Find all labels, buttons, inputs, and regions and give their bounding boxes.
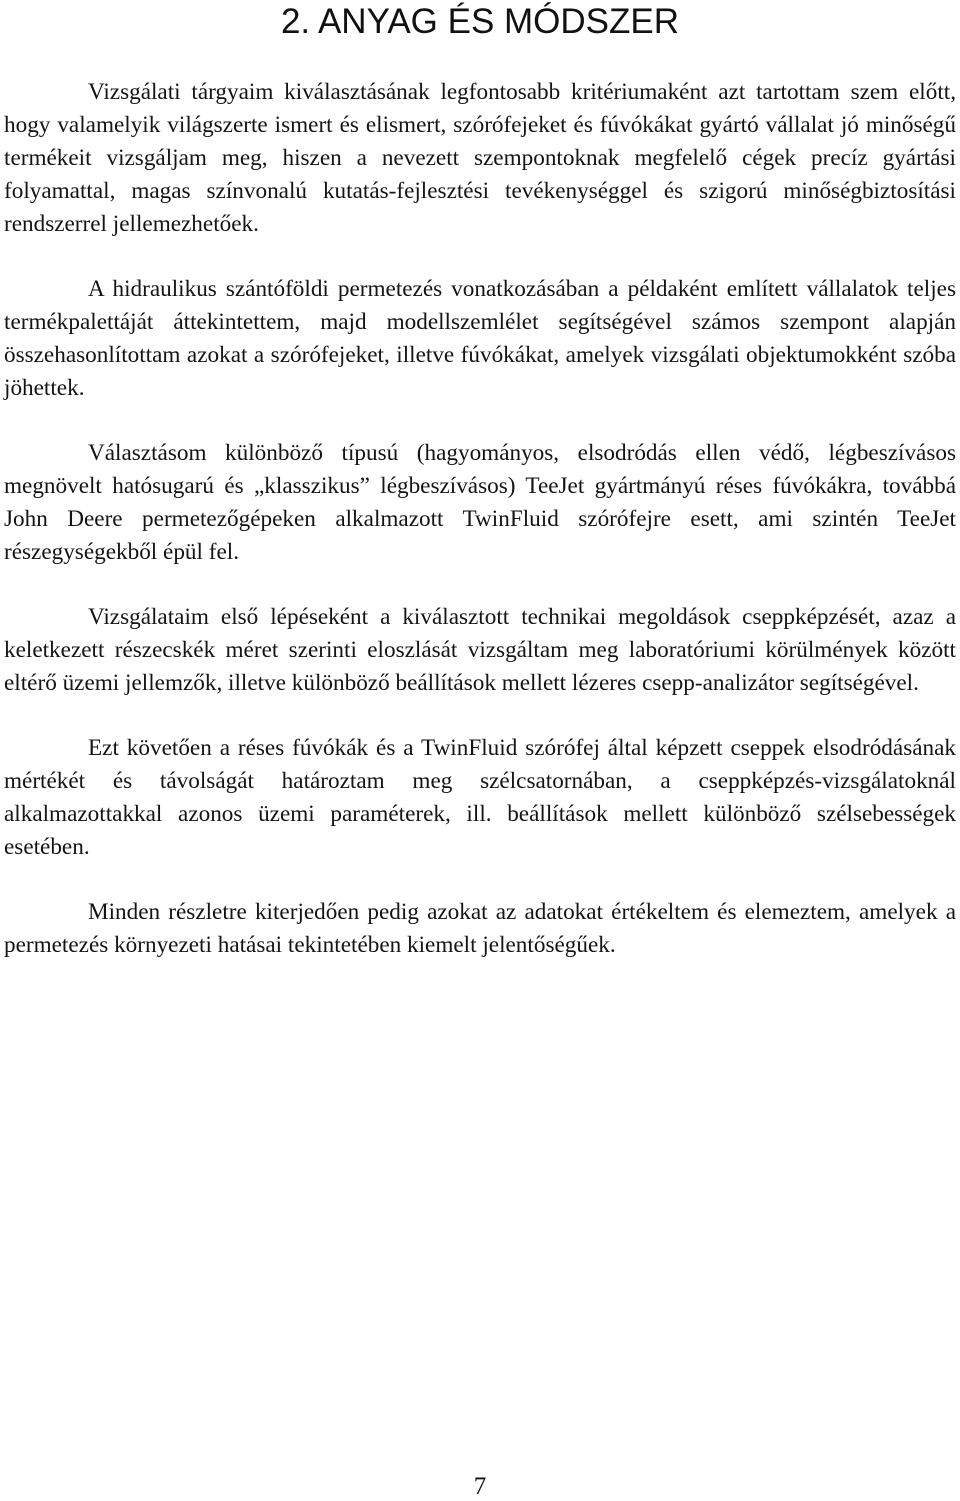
section-heading: 2. ANYAG ÉS MÓDSZER xyxy=(280,2,680,41)
paragraph-3: Választásom különböző típusú (hagyományos, elsodródás ellen védő, légbeszívásos megnövelt hatósugarú és „klasszikus” légbeszívásos) TeeJet gyártmányú réses fúvókákra, továbbá John Deere permetezőgépeken alkalmazott TwinFluid szórófejre esett, ami szintén TeeJet részegységekből épül fel. xyxy=(4,440,956,565)
paragraph-5: Ezt követően a réses fúvókák és a TwinFluid szórófej által képzett cseppek elsodródásának mértékét és távolságát határoztam meg szélcsatornában, a cseppképzés-vizsgálatoknál alkalmazottakkal azonos üzemi paraméterek, ill. beállítások mellett különböző szélsebességek esetében. xyxy=(4,735,956,860)
paragraph-6: Minden részletre kiterjedően pedig azokat az adatokat értékeltem és elemeztem, amelyek a permetezés környezeti hatásai tekintetében kiemelt jelentőségűek. xyxy=(4,899,956,958)
paragraph-2: A hidraulikus szántóföldi permetezés vonatkozásában a példaként említett vállalatok teljes termékpalettáját áttekintettem, majd modellszemlélet segítségével számos szempont alapján összehasonlítottam azokat a szórófejeket, illetve fúvókákat, amelyek vizsgálati objektumokként szóba jöhettek. xyxy=(4,276,956,401)
paragraph-4: Vizsgálataim első lépéseként a kiválasztott technikai megoldások cseppképzését, azaz a keletkezett részecskék méret szerinti eloszlását vizsgáltam meg laboratóriumi körülmények között eltérő üzemi jellemzők, illetve különböző beállítások mellett lézeres csepp-analizátor segítségével. xyxy=(4,604,956,696)
body-text xyxy=(4,76,956,994)
paragraph-1: Vizsgálati tárgyaim kiválasztásának legfontosabb kritériumaként azt tartottam szem előtt, hogy valamelyik világszerte ismert és elismert, szórófejeket és fúvókákat gyártó vállalat jó minőségű termékeit vizsgáljam meg, hiszen a nevezett szempontoknak megfelelő cégek precíz gyártási folyamattal, magas színvonalú kutatás-fejlesztési tevékenységgel és szigorú minőségbiztosítási rendszerrel jellemezhetőek. xyxy=(4,79,956,237)
page-number: 7 xyxy=(473,1473,487,1500)
